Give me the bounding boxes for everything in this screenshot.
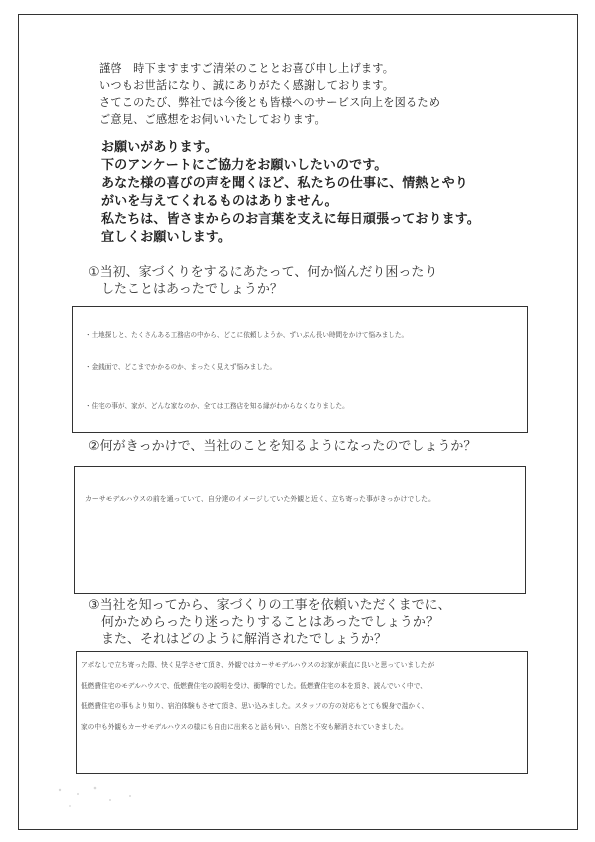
- handwritten-answer: 家の中も外観もカーサモデルハウスの様にも自由に出来ると話も伺い、自然と不安も解消されていきました。: [81, 723, 408, 731]
- question-line: また、それはどのように解消されたでしょうか？: [88, 632, 388, 647]
- handwritten-answer: ・金銭面で、どこまでかかるのか、まったく見えず悩みました。: [85, 363, 277, 371]
- question-2: [88, 438, 476, 455]
- request-line: がいを与えてくれるものはありません。: [101, 194, 338, 209]
- request-line: 宜しくお願いします。: [101, 230, 231, 245]
- intro-line: ご意見、ご感想をお伺いいたしております。: [99, 113, 326, 126]
- request-line: あなた様の喜びの声を聞くほど、私たちの仕事に、情熱とやり: [101, 176, 468, 191]
- question-line: ①当初、家づくりをするにあたって、何か悩んだり困ったり: [88, 265, 438, 280]
- handwritten-answer: 低燃費住宅の事もより知り、宿泊体験もさせて頂き、思い込みました。スタッフの方の対応もとても親身で温かく、: [81, 702, 429, 710]
- intro-line: さてこのたび、弊社では今後とも皆様へのサービス向上を図るため: [99, 96, 441, 109]
- intro-line: 謹啓 時下ますますご清栄のこととお喜び申し上げます。: [99, 62, 395, 75]
- handwritten-answer: ・住宅の事が、家が、どんな家なのか、全ては工務店を知る縁がわからなくなりました。: [85, 402, 349, 410]
- question-3: [88, 597, 451, 648]
- answer-box-3: [76, 651, 528, 774]
- question-line: ③当社を知ってから、家づくりの工事を依頼いただくまでに、: [88, 598, 451, 613]
- request-line: 私たちは、皆さまからのお言葉を支えに毎日頑張っております。: [101, 212, 480, 227]
- intro-line: いつもお世話になり、誠にありがたく感謝しております。: [99, 79, 395, 92]
- question-1: [88, 264, 437, 298]
- question-line: したことはあったでしょうか？: [88, 282, 283, 297]
- request-paragraph: [101, 139, 480, 247]
- scan-smudge: [40, 770, 180, 820]
- answer-box-2: [74, 466, 526, 594]
- answer-box-1: [72, 306, 528, 433]
- request-line: お願いがあります。: [101, 140, 218, 155]
- handwritten-answer: ・土地探しと、たくさんある工務店の中から、どこに依頼しようか、ずいぶん長い時間をかけて悩みました。: [85, 331, 409, 339]
- handwritten-answer: 低燃費住宅のモデルハウスで、低燃費住宅の説明を受け、衝撃的でした。低燃費住宅の本を頂き、読んでいく中で、: [81, 682, 427, 690]
- question-line: ②何がきっかけで、当社のことを知るようになったのでしょうか？: [88, 439, 477, 454]
- handwritten-answer: カーサモデルハウスの前を通っていて、自分達のイメージしていた外観と近く、立ち寄った事がきっかけでした。: [85, 495, 435, 503]
- request-line: 下のアンケートにご協力をお願いしたいのです。: [101, 158, 388, 173]
- question-line: 何かためらったり迷ったりすることはあったでしょうか？: [88, 615, 439, 630]
- intro-paragraph: [99, 60, 440, 128]
- handwritten-answer: アポなしで立ち寄った際、快く見学させて頂き、外観ではカーサモデルハウスのお家が素直に良いと思っていましたが: [81, 661, 435, 669]
